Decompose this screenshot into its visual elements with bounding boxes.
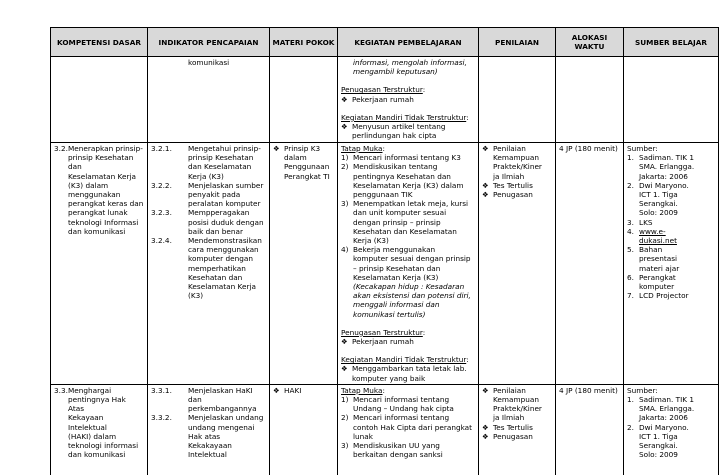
- indikator-line: Kekakayaan: [188, 441, 232, 451]
- kegiatan-note: menggali informasi dan: [353, 300, 440, 310]
- colon: :: [466, 355, 469, 365]
- kegiatan-line: komputer sesuai dengan prinsip: [353, 254, 471, 264]
- penilaian-text: [493, 423, 552, 432]
- kegiatan-item: [341, 245, 475, 319]
- header-row: [51, 28, 719, 57]
- kegiatan-line: Keselamatan Kerja (K3) dalam: [353, 180, 464, 190]
- kd-line: Kekayaan Intelektual: [68, 413, 107, 432]
- mandiri-item: perlindungan hak cipta: [352, 131, 437, 141]
- bullet-icon: ❖: [273, 385, 280, 395]
- cell-materi: [270, 143, 338, 385]
- indikator-text: [188, 386, 266, 414]
- materi-item: [273, 386, 334, 395]
- kegiatan-line: – prinsip Kesehatan dan: [353, 263, 441, 273]
- mandiri-line: komputer yang baik: [352, 373, 426, 383]
- sumber-text: [639, 273, 715, 291]
- penilaian-line: Penugasan: [493, 431, 533, 441]
- kegiatan-text: [353, 441, 475, 459]
- kd-entry: [54, 144, 144, 236]
- indikator-line: memperhatikan: [188, 263, 246, 273]
- sumber-number: 4.: [627, 226, 634, 236]
- cell-kegiatan: [338, 57, 479, 143]
- alokasi-text: 4 JP (180 menit): [559, 144, 618, 153]
- kegiatan-note: akan eksistensi dan potensi diri,: [353, 291, 471, 301]
- indikator-item: [151, 144, 266, 181]
- colon: :: [422, 85, 426, 95]
- kegiatan-item: [341, 441, 475, 459]
- sumber-number: 5.: [627, 245, 634, 255]
- kegiatan-line: pentingnya Kesehatan dan: [353, 171, 451, 181]
- indikator-text: [188, 181, 266, 209]
- mandiri-item: Menyusun artikel tentang: [352, 122, 446, 132]
- sumber-line: Bahan: [639, 245, 663, 255]
- kd-line: Keselamatan Kerja: [68, 171, 136, 181]
- indikator-line: dan Keselamatan: [188, 162, 252, 172]
- sumber-text: [639, 227, 715, 245]
- cell-penilaian: [479, 384, 556, 475]
- cell-materi: [270, 57, 338, 143]
- kd-entry: [54, 386, 144, 460]
- materi-line: Prinsip K3: [284, 144, 321, 153]
- header-indikator: INDIKATOR PENCAPAIAN: [148, 28, 270, 57]
- sumber-item: [627, 273, 715, 291]
- penilaian-line: ja Ilmiah: [493, 171, 525, 181]
- kd-line: (K3) dalam: [68, 180, 109, 190]
- kd-line: teknologi informasi: [68, 441, 139, 451]
- tatap-muka-heading: [341, 386, 475, 395]
- penilaian-line: Penilaian: [493, 385, 526, 395]
- cell-alokasi: [556, 143, 624, 385]
- indikator-line: dan: [188, 395, 202, 405]
- bullet-icon: ❖: [341, 337, 348, 347]
- sumber-line: Sadiman. TIK 1: [639, 395, 694, 405]
- cell-alokasi: [556, 57, 624, 143]
- sumber-line: materi ajar: [639, 263, 680, 273]
- penilaian-line: ja Ilmiah: [493, 413, 525, 423]
- bullet-icon: ❖: [482, 190, 489, 200]
- sumber-line: Serangkai.: [639, 199, 678, 209]
- penilaian-text: [493, 190, 552, 199]
- kegiatan-line: Mencari informasi tentang: [353, 395, 450, 405]
- colon: :: [382, 385, 385, 395]
- kd-line: Menghargai: [68, 385, 112, 395]
- colon: :: [382, 144, 385, 153]
- penugasan-item: Pekerjaan rumah: [352, 94, 414, 104]
- sumber-line: Perangkat: [639, 272, 676, 282]
- bullet-icon: ❖: [482, 422, 489, 432]
- kegiatan-line: contoh Hak Cipta dari perangkat: [353, 422, 473, 432]
- materi-line: HAKI: [284, 385, 302, 395]
- indikator-number: 3.2.2.: [151, 180, 172, 190]
- indikator-line: posisi duduk dengan: [188, 217, 264, 227]
- bullet-icon: ❖: [482, 431, 489, 441]
- cell-kd: [51, 57, 148, 143]
- indikator-line: Intelektual: [188, 450, 227, 460]
- sumber-item: [627, 218, 715, 227]
- alokasi-text: 4 JP (180 menit): [559, 385, 618, 395]
- kegiatan-text: [353, 199, 475, 245]
- sumber-item: [627, 227, 715, 245]
- sumber-text: [639, 218, 715, 227]
- kegiatan-mandiri-title: Kegiatan Mandiri Tidak Terstruktur: [341, 355, 467, 365]
- sumber-item: [627, 423, 715, 460]
- penilaian-line: Praktek/Kiner: [493, 404, 542, 414]
- cell-sumber: [624, 57, 719, 143]
- kd-line: perangkat keras dan: [68, 199, 144, 209]
- bullet-icon: ❖: [341, 122, 348, 132]
- sumber-item: [627, 291, 715, 300]
- sumber-line: ICT 1. Tiga: [639, 190, 678, 200]
- sumber-number: 2.: [627, 422, 634, 432]
- sumber-text: [639, 291, 715, 300]
- cell-kd: [51, 143, 148, 385]
- penugasan-item: [341, 337, 475, 346]
- header-kegiatan: KEGIATAN PEMBELAJARAN: [338, 28, 479, 57]
- indikator-line: Keselamatan Kerja: [188, 282, 256, 292]
- kegiatan-text: [353, 245, 475, 319]
- indikator-item: [151, 413, 266, 459]
- sumber-number: 7.: [627, 291, 634, 301]
- kegiatan-line: dan unit komputer sesuai: [353, 208, 447, 218]
- sumber-text: [639, 245, 715, 273]
- bullet-icon: ❖: [273, 144, 280, 153]
- bullet-icon: ❖: [341, 94, 348, 104]
- cell-kd: [51, 384, 148, 475]
- kegiatan-number: 1): [341, 395, 349, 405]
- kegiatan-line: Mencari informasi tentang K3: [353, 153, 461, 163]
- indikator-text: [188, 144, 266, 181]
- indikator-line: Menjelaskan sumber: [188, 180, 264, 190]
- indikator-line: perkembangannya: [188, 404, 257, 414]
- header-alokasi-waktu: ALOKASI WAKTU: [556, 28, 624, 57]
- materi-item: [273, 144, 334, 181]
- penilaian-line: Penugasan: [493, 190, 533, 200]
- kegiatan-text: [353, 413, 475, 441]
- indikator-line: Mengetahui prinsip-: [188, 144, 261, 153]
- sumber-link: www.e-: [639, 226, 666, 236]
- sumber-number: 1.: [627, 153, 634, 163]
- bullet-icon: ❖: [341, 364, 348, 374]
- indikator-line: Kesehatan dan: [188, 272, 243, 282]
- kegiatan-text: informasi, mengolah informasi,: [353, 58, 467, 67]
- table-row-continuation: [51, 57, 719, 143]
- table-row-3-2: [51, 143, 719, 385]
- indikator-item: [151, 386, 266, 414]
- sumber-line: LCD Projector: [639, 291, 689, 301]
- header-kompetensi-dasar: KOMPETENSI DASAR: [51, 28, 148, 57]
- kd-line: Menerapkan prinsip-: [68, 144, 143, 153]
- colon: :: [422, 327, 426, 337]
- kegiatan-line: Mendiskusikan UU yang: [353, 441, 440, 451]
- indikator-number: 3.3.1.: [151, 385, 172, 395]
- cell-kegiatan: [338, 143, 479, 385]
- indikator-line: Menjelaskan undang: [188, 413, 264, 423]
- penilaian-text: [493, 432, 552, 441]
- kegiatan-line: Mendiskusikan tentang: [353, 162, 438, 172]
- kegiatan-line: Kerja (K3): [353, 236, 389, 246]
- materi-text: [284, 144, 334, 181]
- materi-line: Penggunaan: [284, 162, 330, 172]
- table-row-3-3: [51, 384, 719, 475]
- penilaian-item: [482, 144, 552, 181]
- sumber-line: Serangkai.: [639, 441, 678, 451]
- sumber-line: ICT 1. Tiga: [639, 431, 678, 441]
- header-sumber-belajar: SUMBER BELAJAR: [624, 28, 719, 57]
- kegiatan-text: [353, 162, 475, 199]
- indikator-text: komunikasi: [188, 58, 230, 67]
- cell-penilaian: [479, 57, 556, 143]
- cell-alokasi: [556, 384, 624, 475]
- mandiri-text: [352, 364, 475, 382]
- sumber-title: Sumber:: [627, 144, 658, 153]
- sumber-line: presentasi: [639, 254, 678, 264]
- indikator-line: cara menggunakan: [188, 245, 259, 255]
- sumber-item: [627, 395, 715, 423]
- sumber-title: Sumber:: [627, 385, 658, 395]
- kegiatan-line: Menempatkan letak meja, kursi: [353, 199, 469, 209]
- kegiatan-item: [341, 162, 475, 199]
- sumber-line: LKS: [639, 217, 653, 227]
- sumber-line: komputer: [639, 282, 675, 292]
- cell-sumber: [624, 143, 719, 385]
- kegiatan-text: [353, 395, 475, 413]
- sumber-line: Dwi Maryono.: [639, 180, 689, 190]
- sumber-line: Jakarta: 2006: [639, 171, 688, 181]
- indikator-text: [188, 208, 266, 236]
- penilaian-line: Kemampuan: [493, 153, 539, 163]
- kegiatan-item: [341, 153, 475, 162]
- kegiatan-number: 4): [341, 245, 349, 255]
- indikator-line: Kerja (K3): [188, 171, 224, 181]
- sumber-line: Solo: 2009: [639, 208, 678, 218]
- penilaian-line: Praktek/Kiner: [493, 162, 542, 172]
- header-penilaian: PENILAIAN: [479, 28, 556, 57]
- kegiatan-line: Mencari informasi tentang: [353, 413, 450, 423]
- kegiatan-mandiri-heading: [341, 355, 475, 364]
- sumber-line: Sadiman. TIK 1: [639, 153, 694, 163]
- kd-line: menggunakan: [68, 190, 121, 200]
- indikator-line: undang mengenai: [188, 422, 255, 432]
- kd-text: [68, 144, 144, 236]
- penugasan-title: Penugasan Terstruktur: [341, 85, 423, 95]
- sumber-number: 3.: [627, 217, 634, 227]
- kd-line: (HAKI) dalam: [68, 431, 117, 441]
- kegiatan-number: 2): [341, 162, 349, 172]
- sumber-number: 2.: [627, 180, 634, 190]
- kegiatan-line: dengan prinsip – prinsip: [353, 217, 441, 227]
- indikator-line: peralatan komputer: [188, 199, 261, 209]
- kegiatan-text: mengambil keputusan): [353, 67, 438, 77]
- sumber-link: dukasi.net: [639, 236, 677, 246]
- indikator-line: Mempperagakan: [188, 208, 250, 218]
- penilaian-item: [482, 432, 552, 441]
- indikator-item: [151, 208, 266, 236]
- kegiatan-number: 3): [341, 199, 349, 209]
- kegiatan-line: Bekerja menggunakan: [353, 245, 436, 255]
- kegiatan-item: [341, 199, 475, 245]
- penilaian-item: [482, 190, 552, 199]
- indikator-line: Menjelaskan HaKI: [188, 385, 253, 395]
- penilaian-line: Kemampuan: [493, 395, 539, 405]
- spacer: [341, 319, 475, 328]
- kegiatan-item: [341, 413, 475, 441]
- penilaian-item: [482, 423, 552, 432]
- indikator-item: [151, 236, 266, 300]
- kd-number: 3.2.: [54, 144, 68, 153]
- penugasan-heading: [341, 328, 475, 337]
- sumber-item: [627, 245, 715, 273]
- sumber-line: Jakarta: 2006: [639, 413, 688, 423]
- cell-indikator: [148, 57, 270, 143]
- indikator-item: [151, 181, 266, 209]
- kd-line: pentingnya Hak Atas: [68, 395, 126, 414]
- penilaian-line: Tes Tertulis: [493, 180, 533, 190]
- penilaian-line: Tes Tertulis: [493, 422, 533, 432]
- sumber-line: SMA. Erlangga.: [639, 162, 695, 172]
- colon: :: [466, 112, 469, 122]
- penilaian-item: [482, 181, 552, 190]
- kd-line: prinsip Kesehatan dan: [68, 153, 134, 172]
- kegiatan-number: 2): [341, 413, 349, 423]
- penugasan-text: Pekerjaan rumah: [352, 337, 414, 347]
- kd-line: dan komunikasi: [68, 450, 126, 460]
- sumber-text: [639, 423, 715, 460]
- sumber-item: [627, 181, 715, 218]
- tatap-muka-title: Tatap Muka: [341, 144, 383, 153]
- kd-line: perangkat lunak: [68, 208, 128, 218]
- cell-indikator: [148, 384, 270, 475]
- penilaian-text: [493, 181, 552, 190]
- tatap-muka-heading: [341, 144, 475, 153]
- indikator-line: komputer dengan: [188, 254, 253, 264]
- indikator-line: (K3): [188, 291, 204, 301]
- penilaian-text: [493, 144, 552, 181]
- materi-text: [284, 386, 334, 395]
- indikator-line: Mendemonstrasikan: [188, 236, 262, 246]
- sumber-line: Dwi Maryono.: [639, 422, 689, 432]
- cell-penilaian: [479, 143, 556, 385]
- cell-materi: [270, 384, 338, 475]
- sumber-line: Solo: 2009: [639, 450, 678, 460]
- kd-line: teknologi Informasi: [68, 217, 139, 227]
- indikator-number: 3.2.1.: [151, 144, 172, 153]
- kd-line: dan komunikasi: [68, 226, 126, 236]
- kegiatan-item: [341, 395, 475, 413]
- kegiatan-text: [353, 153, 475, 162]
- penilaian-text: [493, 386, 552, 423]
- materi-line: dalam: [284, 153, 307, 163]
- cell-indikator: [148, 143, 270, 385]
- kegiatan-line: Kesehatan dan Keselamatan: [353, 226, 457, 236]
- indikator-number: 3.2.3.: [151, 208, 172, 218]
- cell-kegiatan: [338, 384, 479, 475]
- kegiatan-note: (Kecakapan hidup : Kesadaran: [353, 282, 465, 292]
- indikator-number: 3.2.4.: [151, 236, 172, 246]
- indikator-line: penyakit pada: [188, 190, 241, 200]
- mandiri-item: [341, 364, 475, 382]
- syllabus-table: [50, 27, 719, 475]
- sumber-text: [639, 395, 715, 423]
- indikator-number: 3.3.2.: [151, 413, 172, 423]
- indikator-line: Hak atas: [188, 431, 221, 441]
- sumber-text: [639, 181, 715, 218]
- kegiatan-mandiri-title: Kegiatan Mandiri Tidak Terstruktur: [341, 112, 467, 122]
- penugasan-title: Penugasan Terstruktur: [341, 327, 423, 337]
- sumber-number: 1.: [627, 395, 634, 405]
- indikator-line: baik dan benar: [188, 226, 243, 236]
- kegiatan-line: lunak: [353, 431, 373, 441]
- header-materi-pokok: MATERI POKOK: [270, 28, 338, 57]
- bullet-icon: ❖: [482, 144, 489, 153]
- sumber-item: [627, 153, 715, 181]
- indikator-text: [188, 236, 266, 300]
- kegiatan-line: penggunaan TIK: [353, 190, 413, 200]
- penilaian-item: [482, 386, 552, 423]
- sumber-number: 6.: [627, 272, 634, 282]
- kegiatan-number: 1): [341, 153, 349, 163]
- sumber-line: SMA. Erlangga.: [639, 404, 695, 414]
- kd-number: 3.3.: [54, 385, 68, 395]
- indikator-line: prinsip Kesehatan: [188, 153, 254, 163]
- tatap-muka-title: Tatap Muka: [341, 385, 383, 395]
- bullet-icon: ❖: [482, 180, 489, 190]
- kegiatan-line: Keselamatan Kerja (K3): [353, 272, 439, 282]
- cell-sumber: [624, 384, 719, 475]
- kd-text: [68, 386, 144, 460]
- kegiatan-note: komunikasi tertulis): [353, 309, 426, 319]
- kegiatan-line: berkaitan dengan sanksi: [353, 450, 443, 460]
- materi-line: Perangkat TI: [284, 171, 330, 181]
- penilaian-line: Penilaian: [493, 144, 526, 153]
- bullet-icon: ❖: [482, 385, 489, 395]
- indikator-text: [188, 413, 266, 459]
- kegiatan-number: 3): [341, 441, 349, 451]
- kegiatan-line: Undang – Undang hak cipta: [353, 404, 454, 414]
- sumber-text: [639, 153, 715, 181]
- spacer: [341, 346, 475, 355]
- mandiri-line: Menggambarkan tata letak lab.: [352, 364, 467, 374]
